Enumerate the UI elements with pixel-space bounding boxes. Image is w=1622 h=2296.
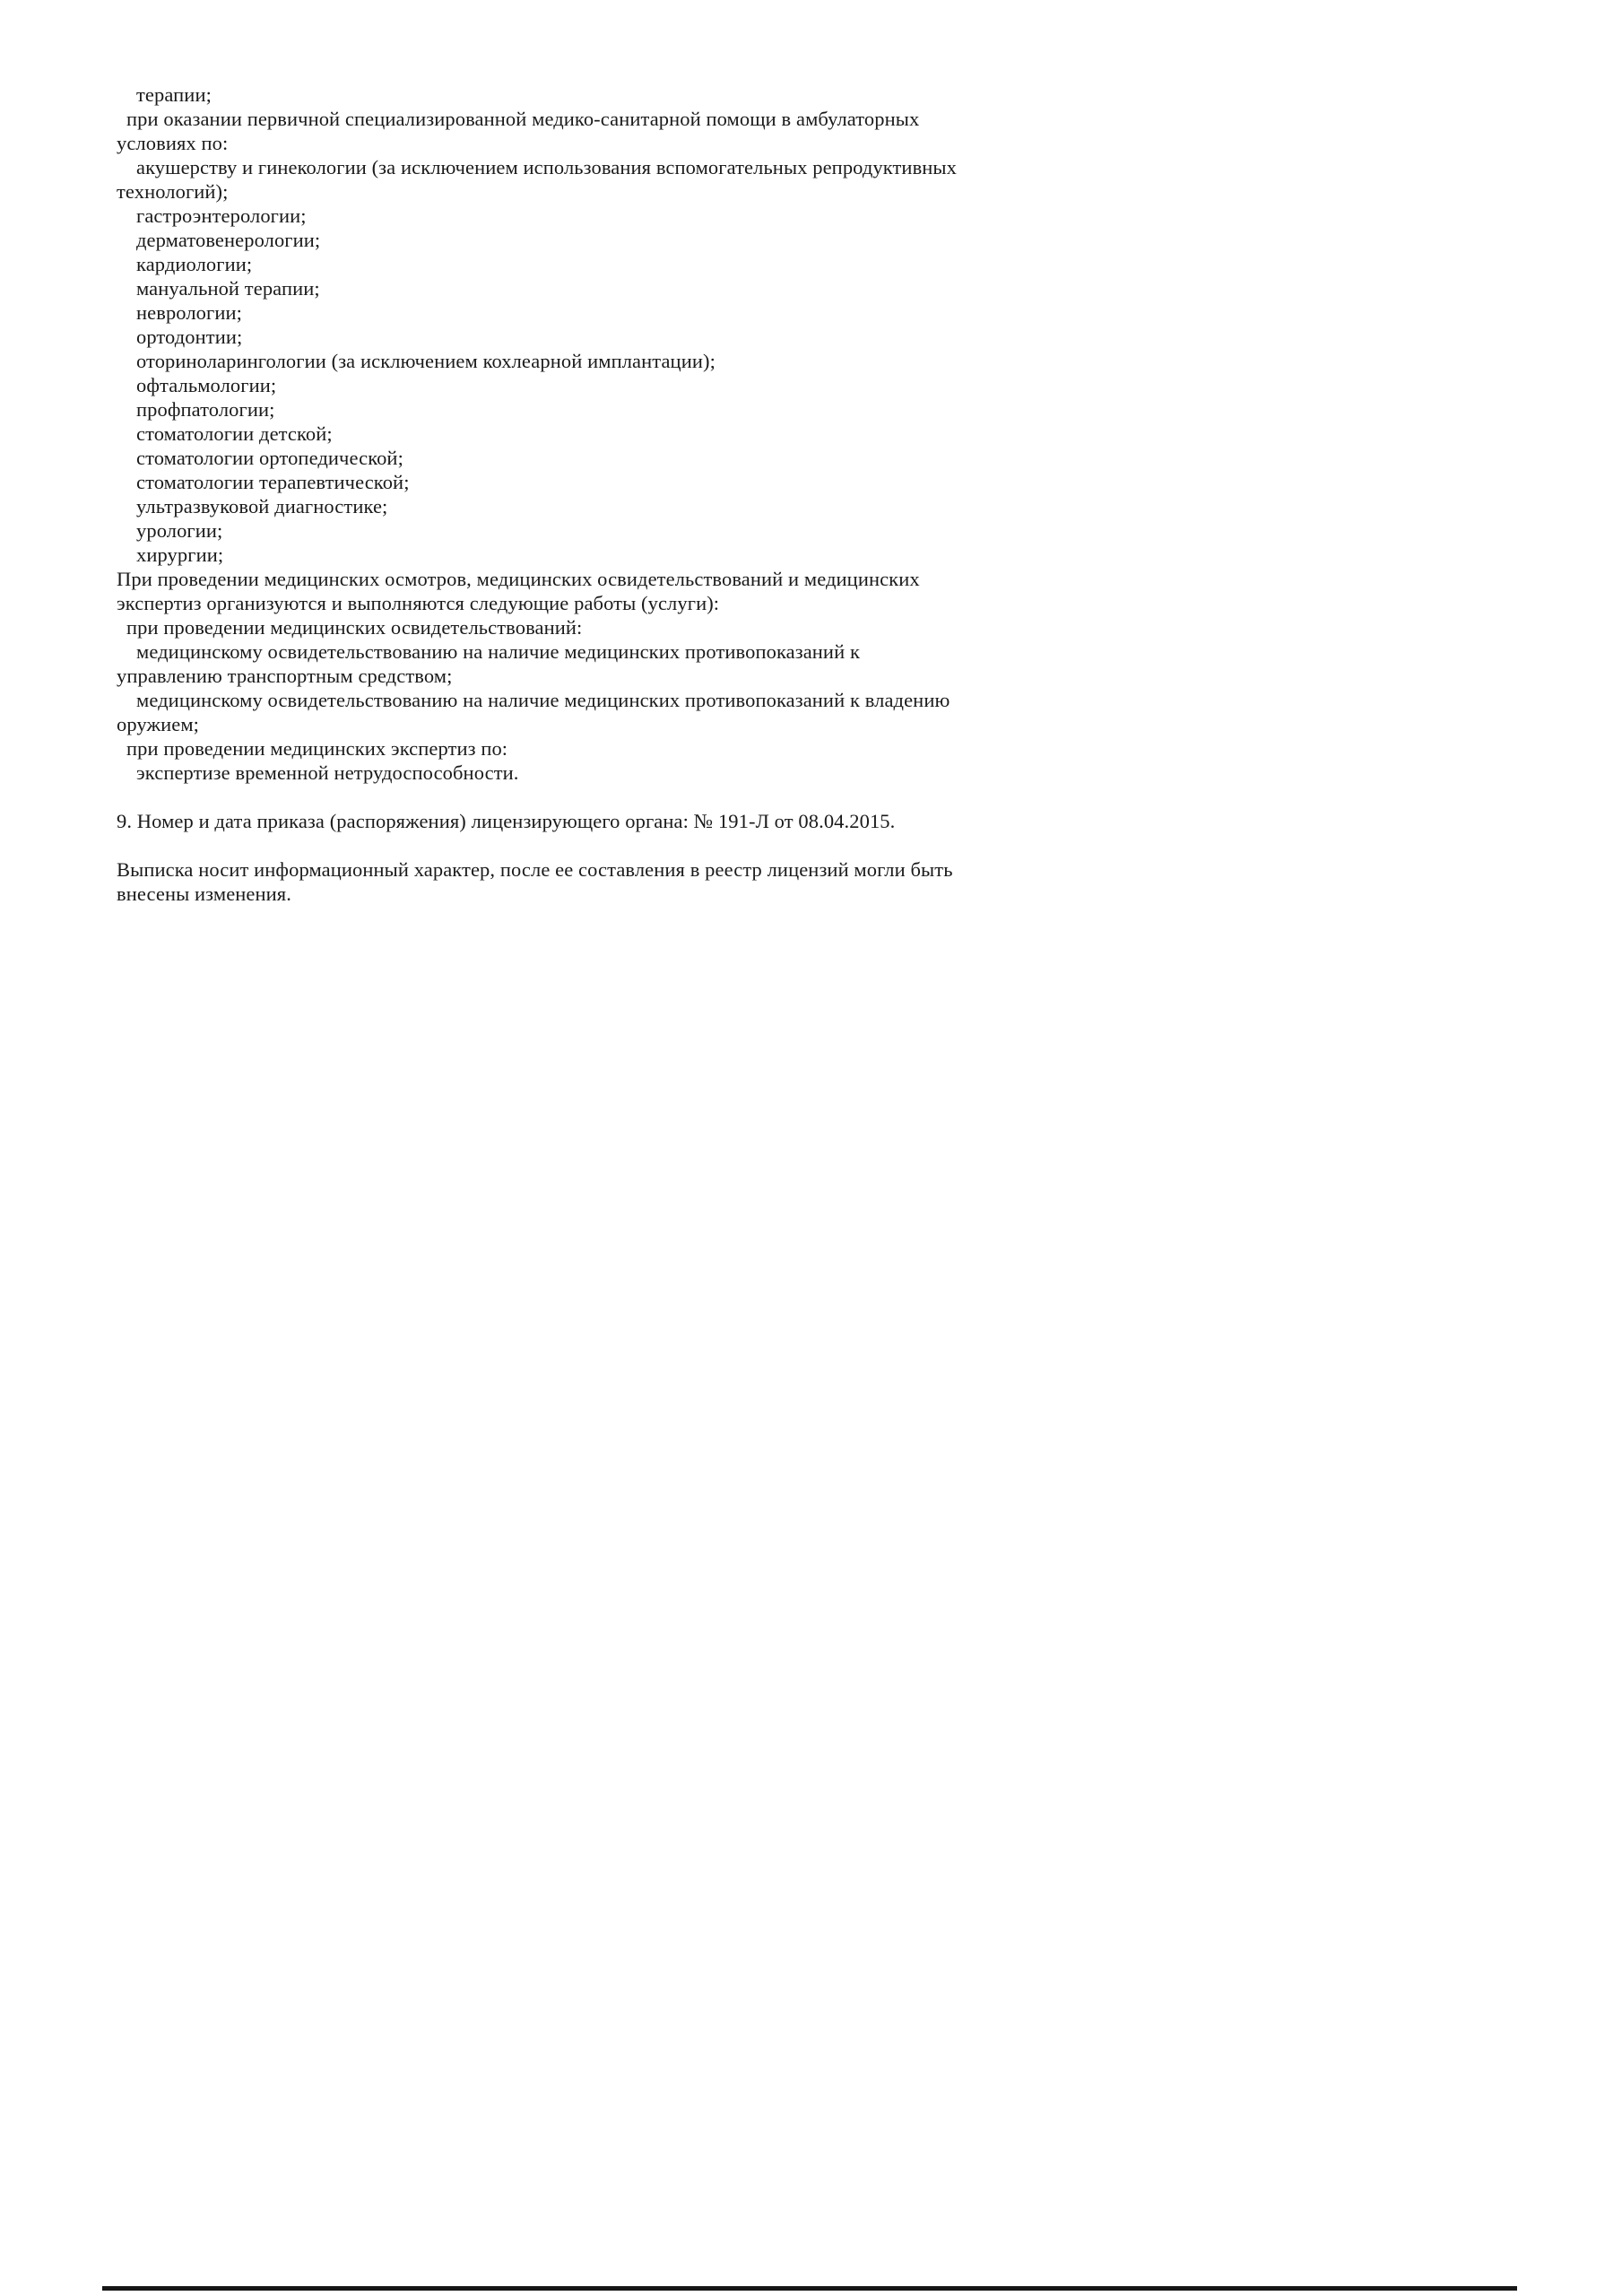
- text-line: при проведении медицинских освидетельствований:: [126, 616, 583, 639]
- text-line: хирургии;: [136, 544, 224, 566]
- text-line: при оказании первичной специализированной медико-санитарной помощи в амбулаторных: [126, 108, 920, 130]
- text-line: ультразвуковой диагностике;: [136, 495, 388, 517]
- text-line: стоматологии детской;: [136, 422, 333, 445]
- text-line: ортодонтии;: [136, 326, 243, 348]
- text-line: экспертиз организуются и выполняются следующие работы (услуги):: [117, 592, 720, 614]
- text-line: оружием;: [117, 713, 200, 735]
- text-line: терапии;: [136, 83, 212, 106]
- text-line: акушерству и гинекологии (за исключением использования вспомогательных репродуктивных: [136, 156, 958, 178]
- text-line: При проведении медицинских осмотров, медицинских освидетельствований и медицинских: [117, 568, 920, 590]
- page-bottom-edge-line: [102, 2286, 1517, 2291]
- text-line: дерматовенерологии;: [136, 229, 321, 251]
- license-text-block: [117, 83, 1515, 906]
- text-line: офтальмологии;: [136, 374, 277, 396]
- text-line: при проведении медицинских экспертиз по:: [126, 737, 508, 760]
- text-line: мануальной терапии;: [136, 277, 320, 300]
- text-line: неврологии;: [136, 301, 242, 324]
- text-line: условиях по:: [117, 132, 229, 154]
- disclaimer-line: внесены изменения.: [117, 883, 291, 905]
- text-line: кардиологии;: [136, 253, 253, 275]
- text-line: стоматологии ортопедической;: [136, 447, 403, 469]
- text-line: технологий);: [117, 180, 229, 203]
- text-line: гастроэнтерологии;: [136, 204, 307, 227]
- order-number-line: 9. Номер и дата приказа (распоряжения) лицензирующего органа: № 191-Л от 08.04.2015.: [117, 810, 896, 832]
- text-line: оториноларингологии (за исключением кохлеарной имплантации);: [136, 350, 716, 372]
- text-line: профпатологии;: [136, 398, 275, 421]
- disclaimer-line: Выписка носит информационный характер, после ее составления в реестр лицензий могли быть: [117, 858, 953, 881]
- text-line: управлению транспортным средством;: [117, 665, 453, 687]
- text-line: медицинскому освидетельствованию на наличие медицинских противопоказаний к владению: [136, 689, 950, 711]
- text-line: урологии;: [136, 519, 223, 542]
- text-line: стоматологии терапевтической;: [136, 471, 410, 493]
- text-line: экспертизе временной нетрудоспособности.: [136, 761, 519, 784]
- text-line: медицинскому освидетельствованию на наличие медицинских противопоказаний к: [136, 640, 860, 663]
